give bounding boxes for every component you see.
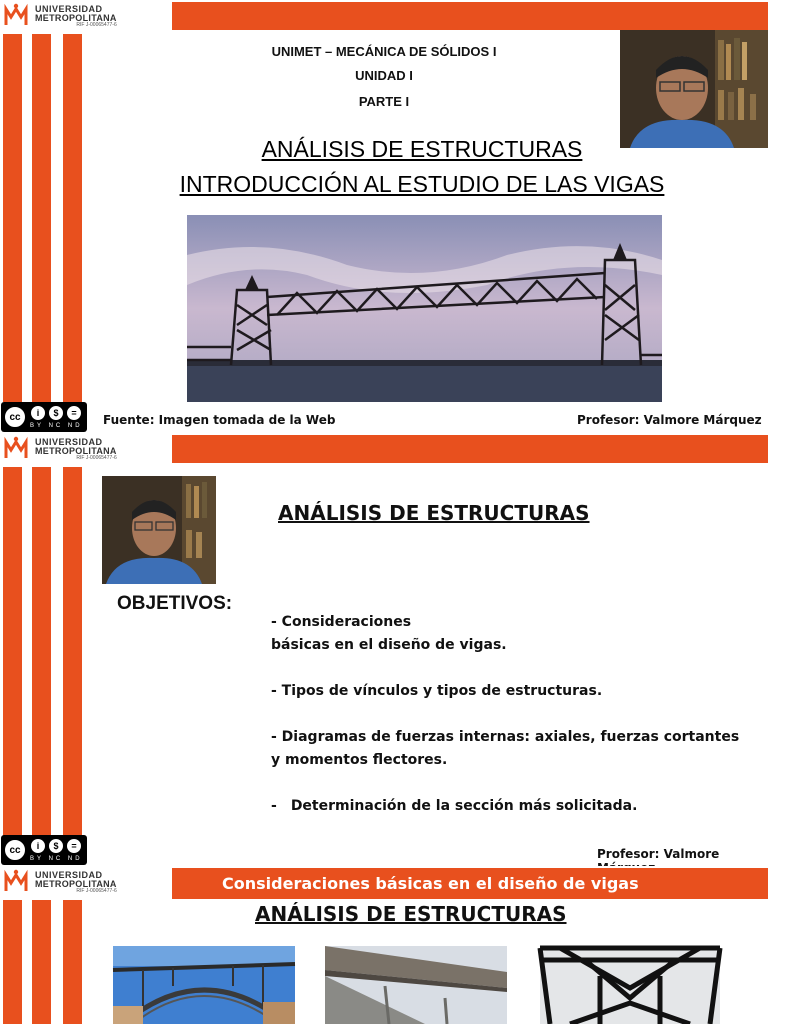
objectives-list	[271, 611, 751, 818]
side-stripe	[32, 34, 51, 402]
side-stripe	[63, 900, 82, 1024]
nd-icon: =	[66, 838, 82, 854]
cc-icon: cc	[3, 838, 27, 862]
cc-icon: cc	[3, 405, 27, 429]
slide2-title: ANÁLISIS DE ESTRUCTURAS	[278, 501, 590, 525]
cc-label: BY NC ND	[30, 423, 83, 429]
image-source: Fuente: Imagen tomada de la Web	[103, 413, 336, 427]
top-orange-bar	[172, 2, 768, 30]
objective-item	[271, 611, 751, 657]
part-header: PARTE I	[358, 94, 410, 109]
side-stripe	[3, 34, 22, 402]
side-stripe	[3, 467, 22, 836]
side-stripe	[63, 34, 82, 402]
course-header: UNIMET – MECÁNICA DE SÓLIDOS I	[271, 44, 497, 59]
university-logo	[3, 2, 171, 30]
logo-rif: RIF J-00065477-6	[76, 454, 117, 461]
objective-text: Determinación de la sección más solicitada.	[290, 798, 638, 814]
objective-item: - Tipos de vínculos y tipos de estructuras.	[271, 683, 603, 699]
nc-icon: $	[48, 838, 64, 854]
logo-line1: UNIVERSIDAD	[35, 3, 103, 14]
professor-credit: Profesor: Valmore	[597, 847, 720, 861]
logo-rif: RIF J-00065477-6	[76, 887, 117, 894]
slide-3	[0, 866, 768, 1024]
dash-bullet: -	[271, 798, 277, 814]
logo-line2: METROPOLITANA	[35, 878, 117, 889]
slide3-title: ANÁLISIS DE ESTRUCTURAS	[255, 902, 567, 926]
professor-photo	[102, 476, 216, 584]
cc-license-badge[interactable]	[1, 402, 87, 432]
nc-icon: $	[48, 405, 64, 421]
objective-text: básicas en el diseño de vigas.	[271, 637, 507, 653]
professor-photo	[620, 30, 768, 148]
slide3-orange-bar-title: Consideraciones básicas en el diseño de vigas	[172, 868, 768, 899]
cc-license-badge[interactable]	[1, 835, 87, 865]
logo-mark-icon	[3, 436, 29, 462]
slide-1	[0, 0, 768, 432]
logo-rif: RIF J-00065477-6	[76, 21, 117, 28]
logo-line1: UNIVERSIDAD	[35, 436, 103, 447]
logo-line2: METROPOLITANA	[35, 12, 117, 23]
objective-text: - Diagramas de fuerzas internas: axiales, fuerzas cortantes	[271, 729, 740, 745]
logo-mark-icon	[3, 3, 29, 29]
objective-text: y momentos flectores.	[271, 752, 448, 768]
nd-icon: =	[66, 405, 82, 421]
logo-line2: METROPOLITANA	[35, 445, 117, 456]
side-stripe	[32, 900, 51, 1024]
objective-text: - Consideraciones	[271, 614, 412, 630]
university-logo	[3, 435, 171, 463]
objectives-label: OBJETIVOS:	[117, 593, 233, 614]
by-icon: i	[30, 405, 46, 421]
bridge-photo	[187, 215, 662, 402]
top-orange-bar	[172, 435, 768, 463]
logo-mark-icon	[3, 869, 29, 895]
logo-line1: UNIVERSIDAD	[35, 869, 103, 880]
objective-item	[271, 795, 751, 818]
arch-bridge-photo	[113, 946, 295, 1024]
slide-2	[0, 433, 768, 866]
concrete-bridge-photo	[325, 946, 507, 1024]
unit-header: UNIDAD I	[355, 68, 413, 83]
side-stripe	[63, 467, 82, 836]
university-logo	[3, 868, 171, 896]
side-stripe	[32, 467, 51, 836]
objective-item	[271, 726, 751, 772]
professor-credit: Profesor: Valmore Márquez	[577, 413, 762, 427]
side-stripe	[3, 900, 22, 1024]
slide1-title-line2: INTRODUCCIÓN AL ESTUDIO DE LAS VIGAS	[179, 171, 665, 197]
slide1-title-line1: ANÁLISIS DE ESTRUCTURAS	[261, 136, 583, 162]
truss-bridge-photo	[540, 948, 720, 1024]
cc-label: BY NC ND	[30, 856, 83, 862]
by-icon: i	[30, 838, 46, 854]
